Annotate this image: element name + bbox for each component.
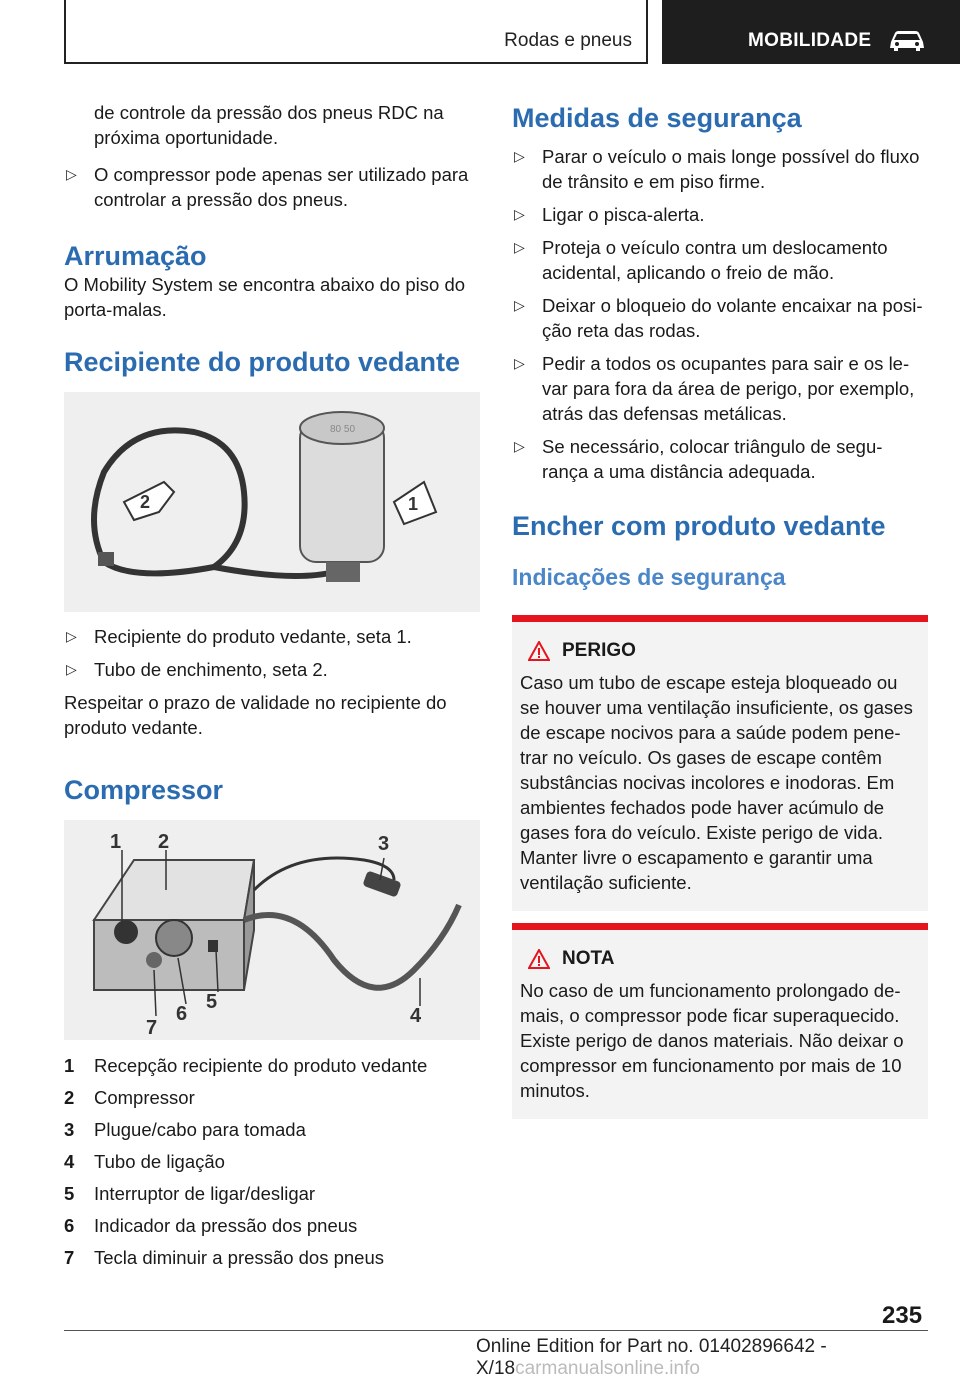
container-note: Respeitar o prazo de validade no recipiente do produto vedante. [64,692,447,738]
callout-5: 5 [206,991,218,1013]
note-text: No caso de um funcionamento prolongado de-mais, o compressor pode ficar superaquecido. Existe perigo de danos materiais. Não deixar o compressor em funcionamento por mais de 10 minutos. [520,980,904,1101]
compressor-illustration [64,820,480,1040]
right-column [512,102,928,1119]
header-section-title: Rodas e pneus [504,30,632,51]
legend-row [64,1050,480,1082]
legend-number: 1 [64,1055,75,1076]
triangle-bullet-icon: ▷ [514,355,525,371]
list-item-text: Se necessário, colocar triângulo de segu-rança a uma distância adequada. [542,436,883,482]
footer-divider [64,1330,928,1331]
can-label-text: 80 50 [330,424,356,435]
list-item-text: Proteja o veículo contra um deslocamento acidental, aplicando o freio de mão. [542,237,888,283]
car-icon [888,28,926,52]
triangle-bullet-icon: ▷ [66,166,77,182]
header-section-box [64,0,648,64]
heading-storage: Arrumação [64,241,207,271]
list-item [512,293,928,343]
warning-triangle-icon [528,641,550,661]
warning-triangle-icon [528,949,550,969]
list-item-text: Pedir a todos os ocupantes para sair e os le-var para fora da área de perigo, por exemplo, atrás das defensas metálicas. [542,353,915,424]
legend-number: 4 [64,1151,75,1172]
heading-safety-notes: Indicações de segurança [512,564,786,590]
triangle-bullet-icon: ▷ [514,148,525,164]
list-item [512,434,928,484]
danger-title-row [528,640,920,662]
callout-3: 3 [378,833,390,855]
triangle-bullet-icon: ▷ [66,661,77,677]
callout-2: 2 [158,831,170,853]
arrow-2-label: 2 [140,492,151,512]
list-item [64,657,480,682]
legend-number: 5 [64,1183,75,1204]
valve-connector [98,552,114,566]
list-item [512,235,928,285]
legend-row [64,1082,480,1114]
legend-row [64,1146,480,1178]
triangle-bullet-icon: ▷ [514,239,525,255]
intro-continuation-1: de controle da pressão dos pneus RDC na [94,102,444,123]
list-item [64,624,480,649]
list-item-text: Recipiente do produto vedante, seta 1. [94,626,412,647]
list-item-text: O compressor pode apenas ser utilizado para controlar a pressão dos pneus. [94,164,469,210]
sealant-recess [114,920,138,944]
triangle-bullet-icon: ▷ [514,438,525,454]
note-box [512,923,928,1119]
legend-text: Compressor [94,1087,195,1108]
legend-number: 7 [64,1247,75,1268]
page-number: 235 [882,1302,923,1329]
legend-number: 6 [64,1215,75,1236]
list-item [512,144,928,194]
note-title-row [528,948,920,970]
list-item-text: Deixar o bloqueio do volante encaixar na posi-ção reta das rodas. [542,295,923,341]
callout-4: 4 [410,1005,422,1027]
footer-edition [476,1336,960,1380]
legend-row [64,1210,480,1242]
legend-text: Recepção recipiente do produto vedante [94,1055,428,1076]
heading-fill-sealant: Encher com produto vedante [512,511,886,541]
list-item [512,202,928,227]
deflate-button [146,952,162,968]
legend-text: Interruptor de ligar/desligar [94,1183,316,1204]
triangle-bullet-icon: ▷ [514,206,525,222]
triangle-bullet-icon: ▷ [66,628,77,644]
danger-box [512,615,928,911]
header-chapter-title: MOBILIDADE [748,30,872,51]
arrow-1-label: 1 [408,494,419,514]
legend-row [64,1242,480,1274]
legend-row [64,1178,480,1210]
heading-container: Recipiente do produto vedante [64,347,461,377]
compressor-legend [64,1050,480,1274]
watermark-text: carmanualsonline.info [515,1358,700,1379]
header-chapter-box [662,0,960,64]
storage-text: O Mobility System se encontra abaixo do piso do porta-malas. [64,274,466,320]
callout-6: 6 [176,1003,188,1025]
legend-text: Tecla diminuir a pressão dos pneus [94,1247,384,1268]
compressor-figure [64,820,480,1040]
heading-safety-measures: Medidas de segurança [512,103,802,133]
callout-1: 1 [110,831,122,853]
triangle-bullet-icon: ▷ [514,297,525,313]
edition-text: Online Edition for Part no. 01402896642 - X/18 [476,1336,827,1379]
legend-text: Indicador da pressão dos pneus [94,1215,358,1236]
intro-continuation-2: próxima oportunidade. [94,127,279,148]
danger-text: Caso um tubo de escape esteja bloqueado ou se houver uma ventilação insuficiente, os gases de escape nocivos para a saúde podem pene-trar no veículo. Os gases de escape contêm substâncias nocivas incolores e inodoras. Em ambientes fechados pode haver acúmulo de gases fora do veículo. Existe perigo de vida. Manter livre o escapamento e garantir uma ventilação suficiente. [520,672,913,893]
legend-text: Plugue/cabo para tomada [94,1119,306,1140]
callout-7: 7 [146,1017,158,1039]
note-title: NOTA [562,948,615,969]
list-item [64,162,480,212]
left-column [64,100,480,1274]
legend-text: Tubo de ligação [94,1151,225,1172]
sealant-container-illustration [64,392,480,612]
list-item [512,351,928,426]
pressure-gauge-icon [156,920,192,956]
heading-compressor: Compressor [64,775,224,805]
sealant-container-figure [64,392,480,612]
list-item-text: Parar o veículo o mais longe possível do fluxo de trânsito e em piso firme. [542,146,920,192]
list-item-text: Tubo de enchimento, seta 2. [94,659,328,680]
list-item-text: Ligar o pisca-alerta. [542,204,705,225]
power-plug [362,870,401,897]
legend-number: 3 [64,1119,75,1140]
legend-number: 2 [64,1087,75,1108]
danger-title: PERIGO [562,640,636,661]
legend-row [64,1114,480,1146]
